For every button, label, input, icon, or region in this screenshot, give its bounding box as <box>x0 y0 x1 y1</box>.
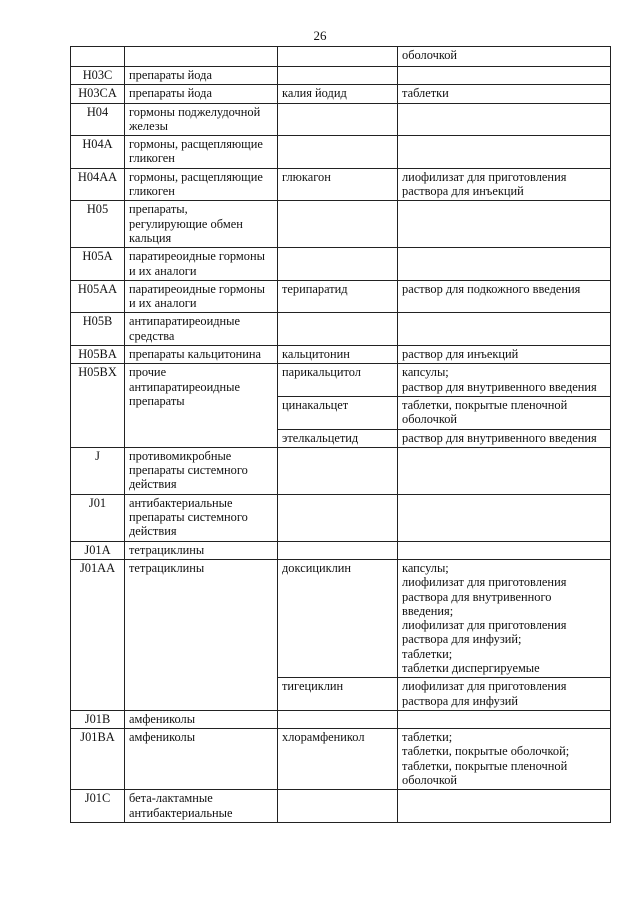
inn-cell <box>278 201 398 248</box>
inn-cell <box>278 559 398 677</box>
group-name-cell-text: препараты йода <box>129 68 212 82</box>
group-name-cell <box>125 67 278 85</box>
group-name-cell-text: бета-лактамные антибактериальные <box>129 791 233 820</box>
dosage-form-cell <box>398 201 611 248</box>
group-name-cell <box>125 168 278 201</box>
group-name-cell <box>125 729 278 790</box>
dosage-form-cell <box>398 494 611 541</box>
inn-cell <box>278 429 398 447</box>
dosage-form-cell <box>398 710 611 728</box>
group-name-cell-text: препараты, регулирующие обмен кальция <box>129 202 243 245</box>
atc-code-cell <box>71 201 125 248</box>
table-row <box>71 67 611 85</box>
inn-cell-text: хлорамфеникол <box>282 730 365 745</box>
dosage-form-cell-text: капсулы; лиофилизат для приготовления раствора для внутривенного введения; лиофилизат для приготовления раствора для инфузий; таблетки; таблетки диспергируемые <box>402 560 567 675</box>
atc-code-cell-text: H05 <box>86 202 109 217</box>
atc-code-cell <box>71 729 125 790</box>
group-name-cell <box>125 790 278 823</box>
group-name-cell <box>125 85 278 103</box>
dosage-form-cell-text: таблетки, покрытые пленочной оболочкой <box>402 397 568 427</box>
dosage-form-cell <box>398 364 611 397</box>
table-row <box>71 280 611 313</box>
inn-cell <box>278 710 398 728</box>
atc-code-cell <box>71 710 125 728</box>
table-row <box>71 103 611 136</box>
dosage-form-cell <box>398 790 611 823</box>
inn-cell-text: калия йодид <box>282 86 347 101</box>
group-name-cell-text: тетрациклины <box>129 542 205 557</box>
atc-code-cell-text: H04A <box>82 137 113 152</box>
dosage-form-cell <box>398 248 611 281</box>
inn-cell-text: кальцитонин <box>282 347 350 362</box>
dosage-form-cell-text: лиофилизат для приготовления раствора для инфузий <box>402 679 567 708</box>
dosage-form-cell <box>398 85 611 103</box>
dosage-form-cell <box>398 313 611 346</box>
group-name-cell-text: гормоны поджелудочной железы <box>129 104 261 133</box>
inn-cell <box>278 364 398 397</box>
group-name-cell-text: паратиреоидные гормоны и их аналоги <box>129 249 265 278</box>
dosage-form-cell-text: раствор для внутривенного введения <box>402 430 597 445</box>
group-name-cell <box>125 103 278 136</box>
inn-cell <box>278 103 398 136</box>
atc-code-cell-text: J <box>95 448 100 463</box>
dosage-form-cell <box>398 47 611 67</box>
dosage-form-cell-text: таблетки; таблетки, покрытые оболочкой; таблетки, покрытые пленочной оболочкой <box>402 730 570 788</box>
page-number: 26 <box>313 28 327 43</box>
inn-cell <box>278 313 398 346</box>
atc-code-cell-text: H04 <box>86 104 109 119</box>
inn-cell-text: парикальцитол <box>282 365 361 380</box>
dosage-form-cell <box>398 447 611 494</box>
table-row <box>71 364 611 397</box>
group-name-cell <box>125 47 278 67</box>
dosage-form-cell <box>398 346 611 364</box>
table-row <box>71 729 611 790</box>
inn-cell <box>278 396 398 429</box>
inn-cell-text: терипаратид <box>282 281 348 296</box>
table-row <box>71 47 611 67</box>
drug-table-body <box>71 47 611 823</box>
atc-code-cell-text: J01AA <box>79 560 116 575</box>
atc-code-cell-text: H04AA <box>77 169 118 184</box>
dosage-form-cell <box>398 168 611 201</box>
table-row <box>71 710 611 728</box>
table-row <box>71 313 611 346</box>
atc-code-cell <box>71 85 125 103</box>
table-row <box>71 559 611 677</box>
group-name-cell <box>125 541 278 559</box>
inn-cell-text: глюкагон <box>282 169 331 184</box>
atc-code-cell-text: H03C <box>82 68 113 82</box>
inn-cell <box>278 248 398 281</box>
inn-cell-text: доксициклин <box>282 560 352 575</box>
dosage-form-cell <box>398 541 611 559</box>
table-row <box>71 494 611 541</box>
atc-code-cell <box>71 447 125 494</box>
inn-cell-text: цинакальцет <box>282 397 349 412</box>
atc-code-cell-text: H05BA <box>78 347 117 362</box>
group-name-cell-text: антипаратиреоидные средства <box>129 314 241 343</box>
dosage-form-cell <box>398 67 611 85</box>
group-name-cell <box>125 136 278 169</box>
group-name-cell-text: гормоны, расщепляющие гликоген <box>129 137 263 166</box>
atc-code-cell <box>71 313 125 346</box>
group-name-cell-text: амфениколы <box>129 711 196 726</box>
inn-cell <box>278 280 398 313</box>
atc-code-cell <box>71 103 125 136</box>
atc-code-cell <box>71 346 125 364</box>
atc-code-cell <box>71 494 125 541</box>
dosage-form-cell <box>398 136 611 169</box>
inn-cell <box>278 447 398 494</box>
inn-cell <box>278 67 398 85</box>
group-name-cell <box>125 346 278 364</box>
group-name-cell <box>125 559 278 710</box>
atc-code-cell-text: J01C <box>84 791 111 806</box>
table-row <box>71 346 611 364</box>
dosage-form-cell-text: раствор для подкожного введения <box>402 281 581 296</box>
group-name-cell-text: амфениколы <box>129 730 196 745</box>
inn-cell <box>278 729 398 790</box>
inn-cell <box>278 678 398 711</box>
atc-code-cell <box>71 67 125 85</box>
inn-cell-text: этелкальцетид <box>282 430 359 445</box>
inn-cell-text: тигециклин <box>282 679 344 694</box>
group-name-cell <box>125 280 278 313</box>
table-row <box>71 248 611 281</box>
group-name-cell-text: паратиреоидные гормоны и их аналоги <box>129 281 265 311</box>
dosage-form-cell <box>398 559 611 677</box>
inn-cell <box>278 346 398 364</box>
atc-code-cell-text: H05BX <box>78 365 117 380</box>
table-row <box>71 541 611 559</box>
group-name-cell-text: прочие антипаратиреоидные препараты <box>129 365 241 408</box>
table-row <box>71 790 611 823</box>
inn-cell <box>278 494 398 541</box>
dosage-form-cell <box>398 280 611 313</box>
atc-code-cell <box>71 559 125 710</box>
group-name-cell <box>125 710 278 728</box>
atc-code-cell <box>71 248 125 281</box>
atc-code-cell <box>71 790 125 823</box>
atc-code-cell-text: H05A <box>82 249 113 264</box>
drug-table <box>70 46 611 823</box>
dosage-form-cell-text: капсулы; раствор для внутривенного введения <box>402 365 597 394</box>
dosage-form-cell <box>398 396 611 429</box>
atc-code-cell <box>71 541 125 559</box>
atc-code-cell-text: H05B <box>82 314 113 329</box>
table-row <box>71 85 611 103</box>
group-name-cell <box>125 447 278 494</box>
atc-code-cell-text: H03CA <box>78 86 117 101</box>
inn-cell <box>278 541 398 559</box>
atc-code-cell <box>71 280 125 313</box>
atc-code-cell-text: J01 <box>88 495 107 510</box>
atc-code-cell <box>71 364 125 447</box>
group-name-cell <box>125 313 278 346</box>
dosage-form-cell-text: лиофилизат для приготовления раствора для инъекций <box>402 169 567 199</box>
atc-code-cell-text: J01A <box>84 542 111 557</box>
group-name-cell-text: противомикробные препараты системного действия <box>129 448 248 492</box>
atc-code-cell <box>71 168 125 201</box>
atc-code-cell <box>71 47 125 67</box>
inn-cell <box>278 85 398 103</box>
table-row <box>71 201 611 248</box>
group-name-cell-text: препараты йода <box>129 86 212 101</box>
table-row <box>71 136 611 169</box>
atc-code-cell <box>71 136 125 169</box>
dosage-form-cell <box>398 429 611 447</box>
inn-cell <box>278 136 398 169</box>
group-name-cell-text: препараты кальцитонина <box>129 347 262 362</box>
inn-cell <box>278 790 398 823</box>
dosage-form-cell-text: оболочкой <box>402 48 458 62</box>
dosage-form-cell <box>398 729 611 790</box>
atc-code-cell-text: J01BA <box>80 730 115 745</box>
inn-cell <box>278 168 398 201</box>
group-name-cell-text: антибактериальные препараты системного действия <box>129 495 248 539</box>
atc-code-cell-text: J01B <box>84 711 111 726</box>
group-name-cell-text: тетрациклины <box>129 560 205 575</box>
table-row <box>71 447 611 494</box>
dosage-form-cell-text: таблетки <box>402 86 449 101</box>
group-name-cell <box>125 364 278 447</box>
table-row <box>71 168 611 201</box>
group-name-cell <box>125 201 278 248</box>
group-name-cell-text: гормоны, расщепляющие гликоген <box>129 169 263 199</box>
dosage-form-cell <box>398 103 611 136</box>
inn-cell <box>278 47 398 67</box>
dosage-form-cell <box>398 678 611 711</box>
dosage-form-cell-text: раствор для инъекций <box>402 347 519 362</box>
group-name-cell <box>125 248 278 281</box>
atc-code-cell-text: H05AA <box>77 281 118 296</box>
group-name-cell <box>125 494 278 541</box>
